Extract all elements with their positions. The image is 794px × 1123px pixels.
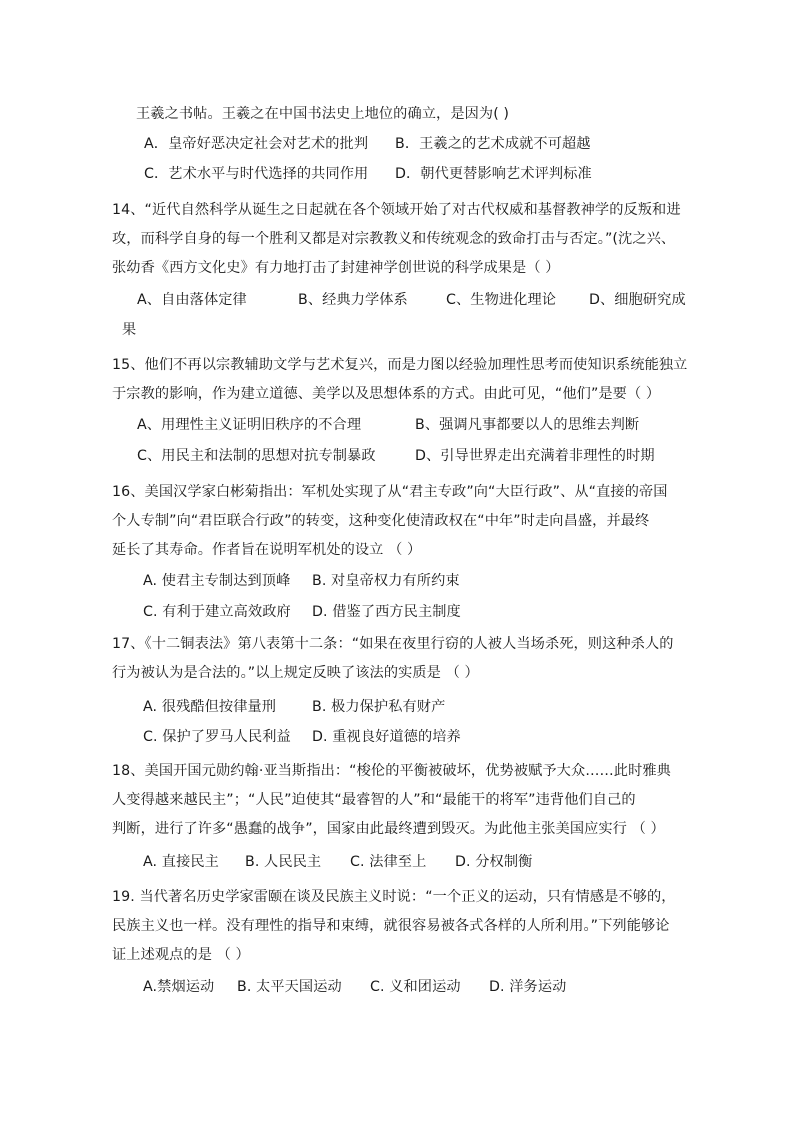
q19-option-a: A.禁烟运动 bbox=[143, 979, 215, 995]
q18-option-d: D. 分权制衡 bbox=[455, 854, 533, 870]
q14-option-a: A、自由落体定律 bbox=[137, 292, 247, 308]
q14-stem-line-3: 张幼香《西方文化史》有力地打击了封建神学创世说的科学成果是（ ） bbox=[112, 260, 560, 276]
q15-option-d: D、引导世界走出充满着非理性的时期 bbox=[415, 448, 655, 464]
q13-option-c: C．艺术水平与时代选择的共同作用 bbox=[144, 166, 369, 182]
q19-option-c: C. 义和团运动 bbox=[370, 979, 461, 995]
q17-option-b: B. 极力保护私有财产 bbox=[312, 699, 446, 715]
q19-stem-line-3: 证上述观点的是 （ ） bbox=[112, 947, 250, 963]
q14-option-d-wrap: 果 bbox=[122, 322, 137, 338]
q17-option-d: D. 重视良好道德的培养 bbox=[312, 729, 461, 745]
q15-option-b: B、强调凡事都要以人的思维去判断 bbox=[415, 417, 640, 433]
q16-stem-line-1: 16、美国汉学家白彬菊指出：军机处实现了从“君主专政”向“大臣行政”、从“直接的帝国 bbox=[112, 484, 668, 500]
q18-stem-line-1: 18、美国开国元勋约翰·亚当斯指出：“梭伦的平衡被破坏，优势被赋予大众……此时雅典 bbox=[112, 763, 671, 779]
q17-stem-line-1: 17、《十二铜表法》第八表第十二条：“如果在夜里行窃的人被人当场杀死，则这种杀人的 bbox=[112, 636, 674, 652]
q17-option-c: C. 保护了罗马人民利益 bbox=[143, 729, 291, 745]
q15-stem-line-2: 于宗教的影响，作为建立道德、美学以及思想体系的方式。由此可见，“他们”是要（ ） bbox=[112, 386, 661, 402]
q18-stem-line-2: 人变得越来越民主”；“人民”迫使其“最睿智的人”和“最能干的将军”违背他们自己的 bbox=[112, 792, 636, 808]
q16-stem-line-2: 个人专制”向“君臣联合行政”的转变，这种变化使清政权在“中年”时走向昌盛，并最终 bbox=[112, 513, 650, 529]
q13-option-d: D．朝代更替影响艺术评判标准 bbox=[395, 166, 592, 182]
q15-option-a: A、用理性主义证明旧秩序的不合理 bbox=[137, 417, 362, 433]
q13-stem-tail: 王羲之书帖。王羲之在中国书法史上地位的确立，是因为( ) bbox=[136, 106, 510, 122]
q18-option-c: C. 法律至上 bbox=[350, 854, 427, 870]
q17-option-a: A. 很残酷但按律量刑 bbox=[143, 699, 277, 715]
q14-stem-line-1: 14、“近代自然科学从诞生之日起就在各个领域开始了对古代权威和基督教神学的反叛和进 bbox=[112, 202, 681, 218]
q18-option-a: A. 直接民主 bbox=[143, 854, 219, 870]
q14-option-c: C、生物进化理论 bbox=[446, 292, 557, 308]
q16-option-b: B. 对皇帝权力有所约束 bbox=[312, 573, 460, 589]
q16-option-d: D. 借鉴了西方民主制度 bbox=[312, 604, 461, 620]
q19-option-b: B. 太平天国运动 bbox=[237, 979, 342, 995]
q19-stem-line-1: 19. 当代著名历史学家雷颐在谈及民族主义时说：“一个正义的运动，只有情感是不够的， bbox=[112, 889, 676, 905]
q19-stem-line-2: 民族主义也一样。没有理性的指导和束缚，就很容易被各式各样的人所利用。”下列能够论 bbox=[112, 918, 670, 934]
q14-option-d: D、细胞研究成 bbox=[589, 292, 686, 308]
q15-option-c: C、用民主和法制的思想对抗专制暴政 bbox=[137, 448, 376, 464]
q16-option-a: A. 使君主专制达到顶峰 bbox=[143, 573, 291, 589]
q17-stem-line-2: 行为被认为是合法的。”以上规定反映了该法的实质是 （ ） bbox=[112, 665, 479, 681]
q18-option-b: B. 人民民主 bbox=[245, 854, 322, 870]
q14-option-b: B、经典力学体系 bbox=[298, 292, 408, 308]
q16-option-c: C. 有利于建立高效政府 bbox=[143, 604, 291, 620]
q18-stem-line-3: 判断，进行了许多“愚蠢的战争”，国家由此最终遭到毁灭。为此他主张美国应实行 （ ） bbox=[112, 821, 665, 837]
q13-option-b: B．王羲之的艺术成就不可超越 bbox=[395, 136, 591, 152]
q13-option-a: A．皇帝好恶决定社会对艺术的批判 bbox=[144, 136, 369, 152]
q19-option-d: D. 洋务运动 bbox=[489, 979, 567, 995]
q15-stem-line-1: 15、他们不再以宗教辅助文学与艺术复兴，而是力图以经验加理性思考而使知识系统能独立 bbox=[112, 357, 688, 373]
q14-stem-line-2: 攻，而科学自身的每一个胜利又都是对宗教教义和传统观念的致命打击与否定。”(沈之兴、 bbox=[112, 231, 676, 247]
q16-stem-line-3: 延长了其寿命。作者旨在说明军机处的设立 （ ） bbox=[112, 542, 422, 558]
